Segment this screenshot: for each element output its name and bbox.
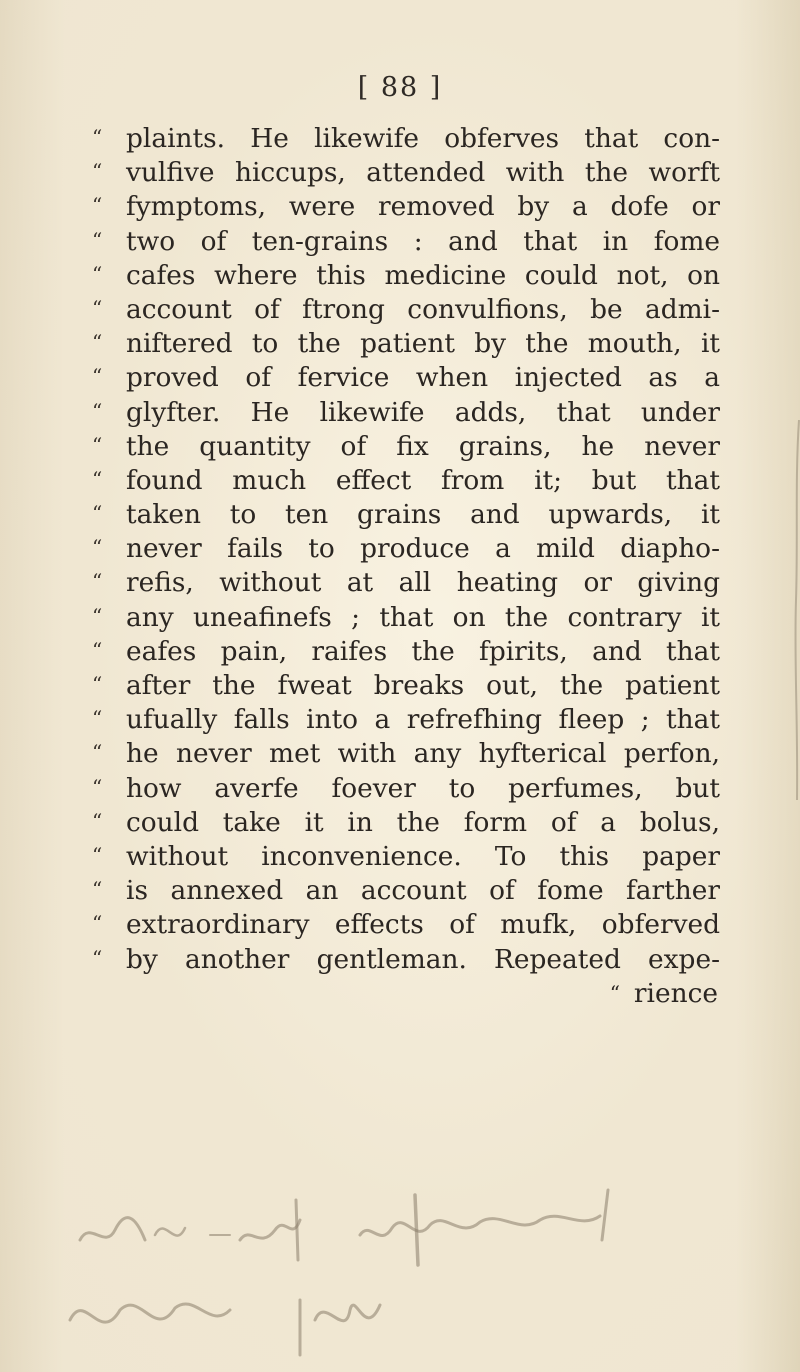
line-text: could take it in the form of a bolus, [126, 806, 720, 838]
text-line [92, 772, 720, 806]
quote-mark: “ [92, 159, 103, 184]
text-line [92, 874, 720, 908]
quote-mark: “ [92, 295, 103, 320]
body-text [92, 122, 720, 1011]
text-line [92, 908, 720, 942]
text-line [92, 806, 720, 840]
line-text: plaints. He likewife obferves that con- [126, 123, 720, 154]
quote-mark: “ [92, 535, 103, 560]
quote-mark: “ [92, 945, 103, 970]
quote-mark: “ [92, 603, 103, 628]
text-line [92, 327, 720, 361]
text-line [92, 566, 720, 600]
text-line [92, 396, 720, 430]
quote-mark: “ [92, 637, 103, 662]
text-line [92, 943, 720, 977]
text-line [92, 703, 720, 737]
quote-mark: “ [92, 398, 103, 423]
quote-mark: “ [92, 706, 103, 731]
quote-mark: “ [92, 842, 103, 867]
line-text: niftered to the patient by the mouth, it [126, 328, 720, 360]
text-line [92, 464, 720, 498]
line-text: fymptoms, were removed by a dofe or [126, 191, 720, 223]
text-line [92, 225, 720, 259]
quote-mark: “ [92, 501, 103, 526]
quote-mark: “ [609, 980, 620, 1005]
quote-mark: “ [92, 227, 103, 252]
line-text: after the fweat breaks out, the patient [126, 670, 720, 701]
text-line [92, 430, 720, 464]
line-text: account of ftrong convulfions, be admi- [126, 293, 720, 325]
quote-mark: “ [92, 193, 103, 218]
line-text: the quantity of fix grains, he never [126, 430, 720, 462]
catchword [92, 977, 720, 1011]
text-line [92, 293, 720, 327]
text-line [92, 635, 720, 669]
line-text: he never met with any hyfterical perfon, [126, 738, 720, 770]
quote-mark: “ [92, 911, 103, 936]
text-line [92, 156, 720, 190]
line-text: vulfive hiccups, attended with the worft [126, 157, 720, 189]
text-line [92, 498, 720, 532]
page-edge-shadow [790, 420, 800, 800]
quote-mark: “ [92, 877, 103, 902]
line-text: without inconvenience. To this paper [126, 840, 720, 872]
text-line [92, 361, 720, 395]
line-text: by another gentleman. Repeated expe- [126, 943, 720, 975]
line-text: refis, without at all heating or giving [126, 567, 720, 599]
quote-mark: “ [92, 261, 103, 286]
line-text: taken to ten grains and upwards, it [126, 499, 720, 531]
text-line [92, 669, 720, 703]
text-line [92, 840, 720, 874]
quote-mark: “ [92, 330, 103, 355]
text-line [92, 122, 720, 156]
catchword-text: rience [633, 977, 718, 1009]
text-line [92, 532, 720, 566]
line-text: how averfe foever to perfumes, but [126, 772, 720, 804]
line-text: proved of fervice when injected as a [126, 362, 720, 394]
text-line [92, 259, 720, 293]
text-line [92, 601, 720, 635]
line-text: ufually falls into a refrefhing fleep ; that [126, 704, 720, 736]
quote-mark: “ [92, 364, 103, 389]
text-line [92, 190, 720, 224]
line-text: glyfter. He likewife adds, that under [126, 396, 720, 428]
quote-mark: “ [92, 672, 103, 696]
ink-bleed-through [60, 1180, 760, 1372]
quote-mark: “ [92, 466, 103, 491]
quote-mark: “ [92, 569, 103, 594]
page-number-header: [ 88 ] [357, 72, 443, 103]
text-line [92, 737, 720, 771]
quote-mark: “ [92, 740, 103, 765]
line-text: extraordinary effects of mufk, obferved [126, 909, 720, 941]
quote-mark: “ [92, 774, 103, 799]
line-text: found much effect from it; but that [126, 464, 720, 496]
line-text: is annexed an account of fome farther [126, 875, 720, 907]
line-text: two of ten-grains : and that in fome [126, 225, 720, 257]
quote-mark: “ [92, 432, 103, 457]
line-text: eafes pain, raifes the fpirits, and that [126, 635, 720, 667]
line-text: never fails to produce a mild diapho- [126, 533, 720, 565]
line-text: any uneafinefs ; that on the contrary it [126, 601, 720, 633]
line-text: cafes where this medicine could not, on [126, 259, 720, 291]
quote-mark: “ [92, 808, 103, 833]
quote-mark: “ [92, 125, 103, 149]
